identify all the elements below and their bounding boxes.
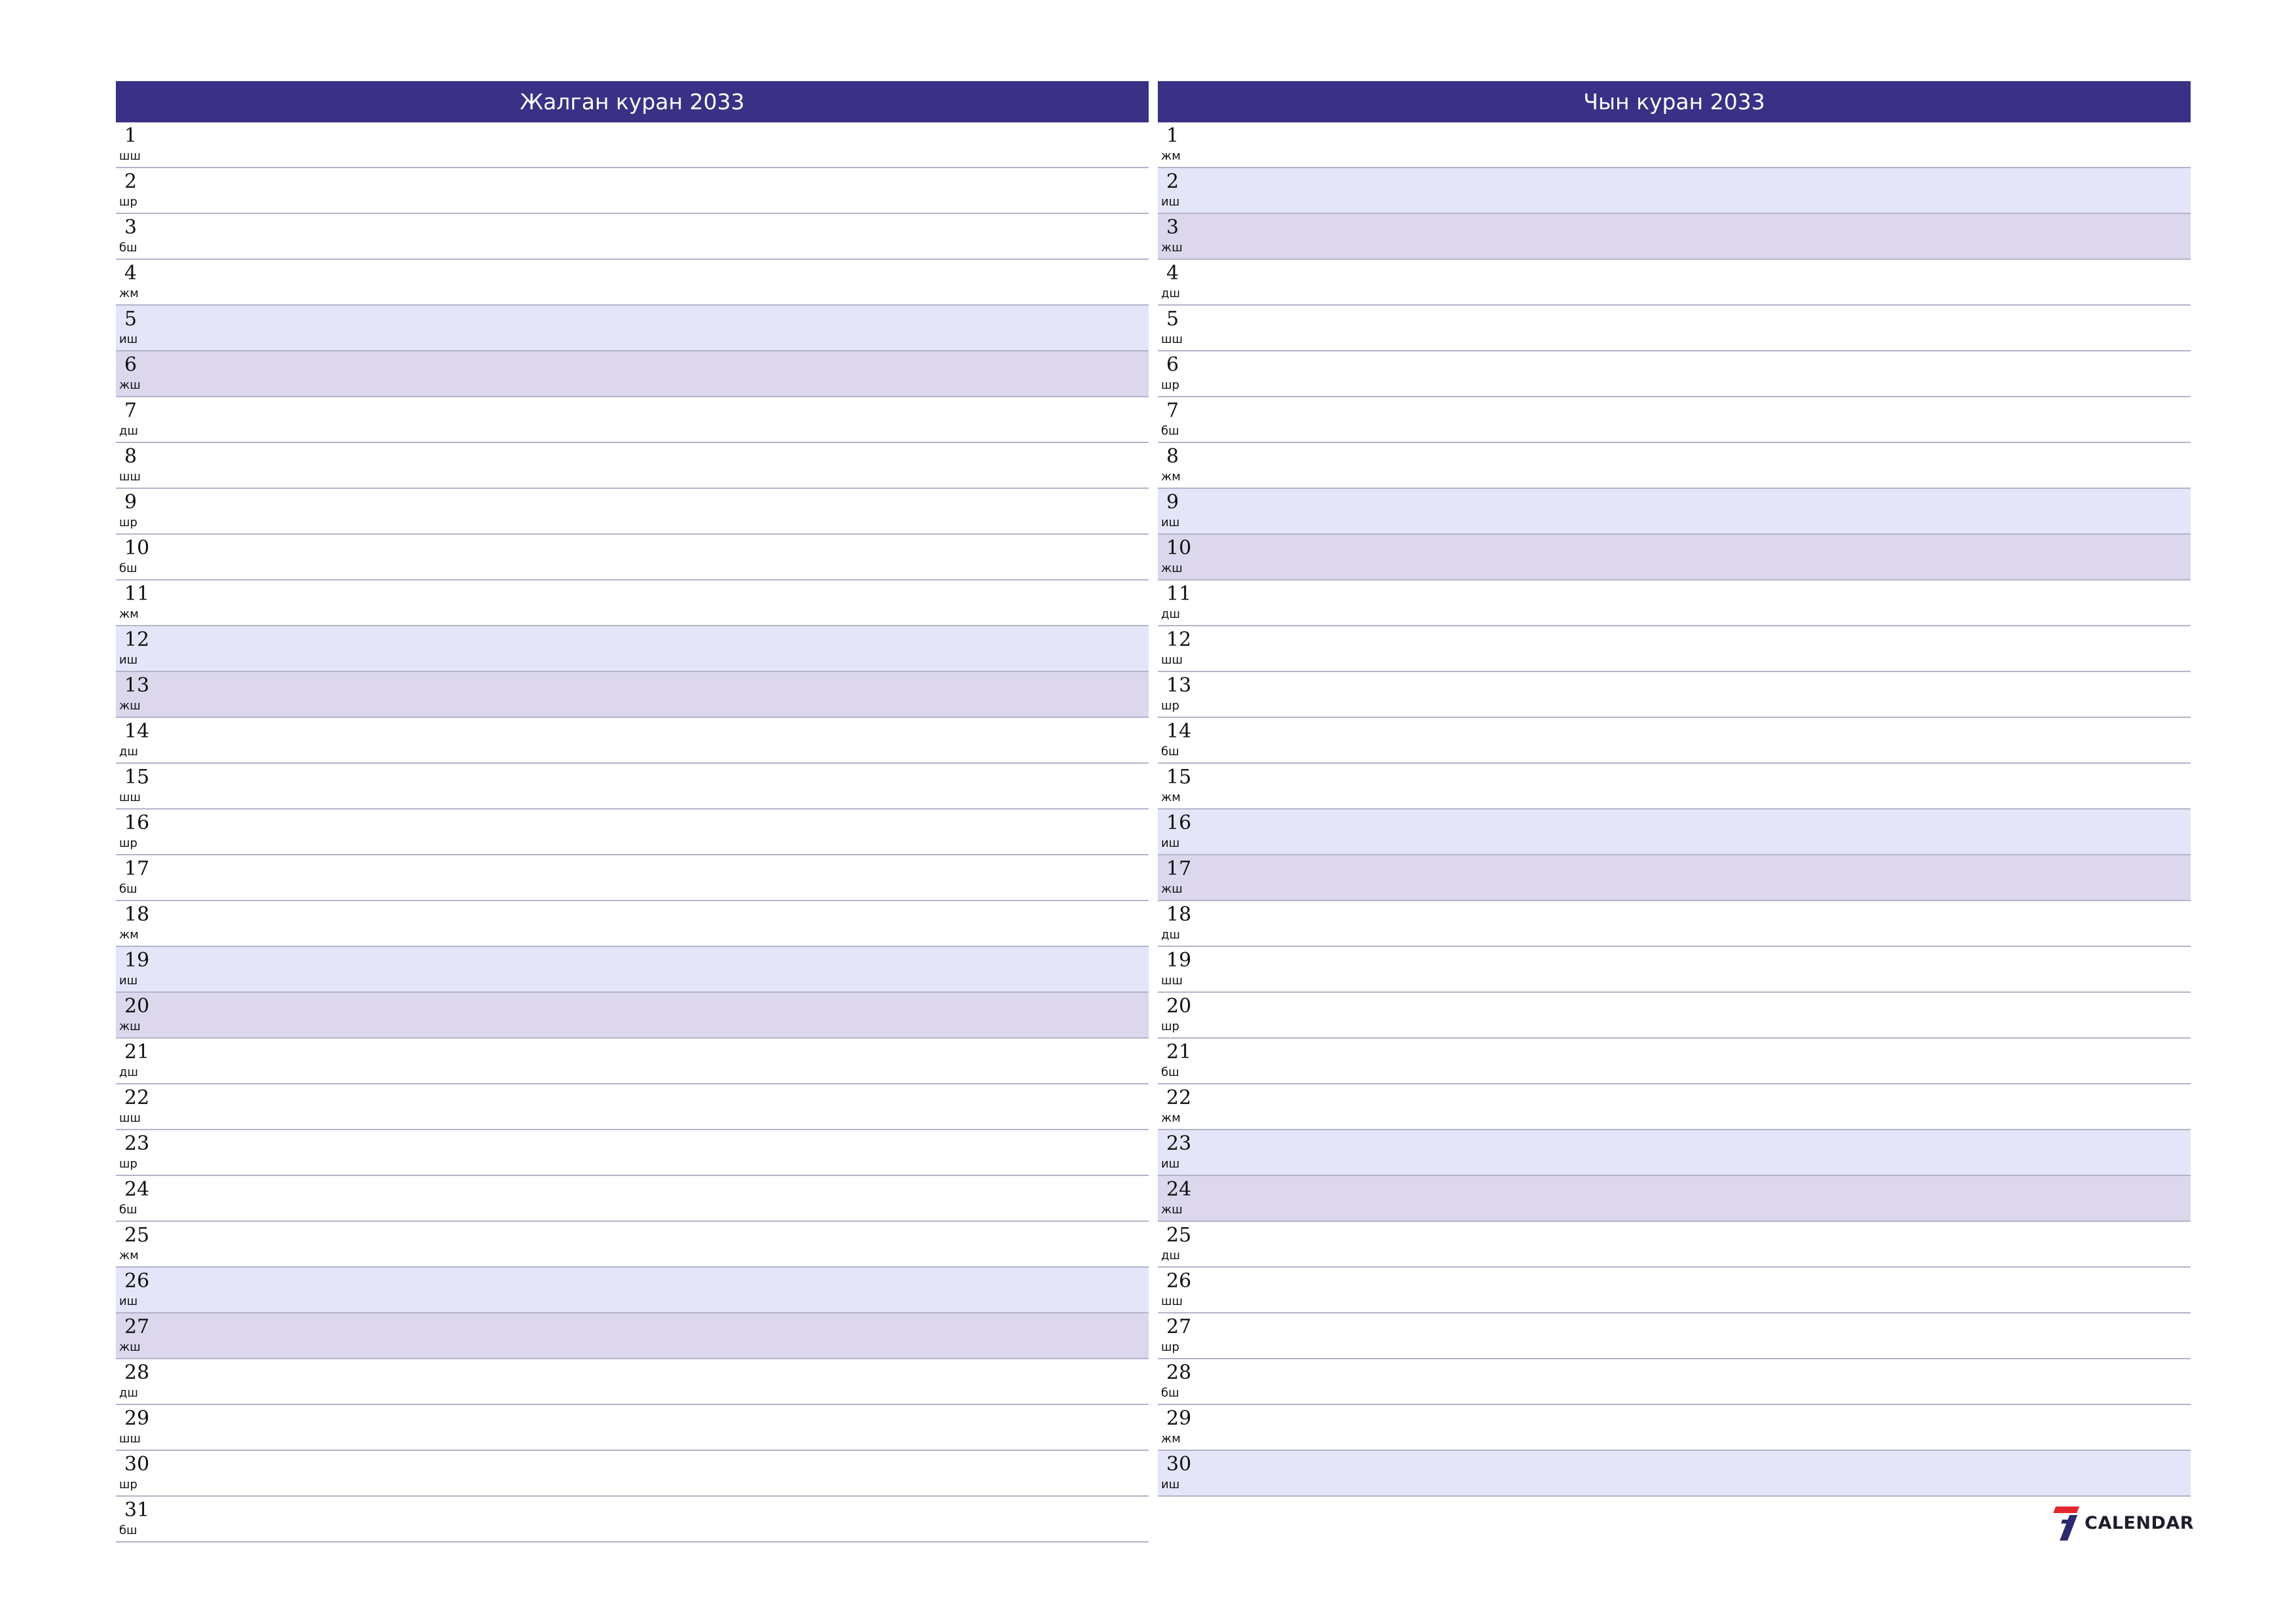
weekday-abbr: дш [1161, 928, 1180, 942]
weekday-abbr: иш [1161, 1478, 1180, 1491]
day-row [116, 1176, 1149, 1222]
weekday-abbr: дш [119, 745, 138, 758]
day-row [116, 626, 1149, 672]
weekday-abbr: иш [119, 653, 138, 667]
day-row [1158, 1268, 2191, 1313]
day-row [1158, 214, 2191, 260]
day-number: 27 [124, 1315, 150, 1338]
day-number: 27 [1166, 1315, 1192, 1338]
day-row [116, 1130, 1149, 1176]
day-row [116, 718, 1149, 764]
weekday-abbr: шш [119, 149, 141, 163]
day-number: 26 [124, 1270, 150, 1293]
weekday-abbr: бш [1161, 424, 1179, 438]
day-row [116, 580, 1149, 626]
day-number: 16 [1166, 812, 1192, 834]
day-number: 5 [124, 308, 137, 330]
day-number: 11 [1166, 582, 1192, 605]
day-number: 19 [1166, 949, 1192, 972]
weekday-abbr: бш [119, 562, 137, 575]
day-number: 9 [1166, 491, 1179, 514]
day-row [116, 947, 1149, 993]
weekday-abbr: бш [1161, 745, 1179, 758]
day-number: 30 [1166, 1453, 1192, 1476]
day-number: 9 [124, 491, 137, 514]
day-number: 8 [124, 445, 137, 468]
weekday-abbr: иш [1161, 836, 1180, 850]
day-row [116, 351, 1149, 397]
day-number: 19 [124, 949, 150, 972]
weekday-abbr: жм [1161, 1432, 1181, 1446]
day-row [1158, 672, 2191, 718]
day-row [116, 1405, 1149, 1451]
weekday-abbr: шр [119, 1157, 137, 1171]
day-number: 1 [124, 124, 137, 147]
day-number: 7 [1166, 399, 1179, 422]
day-row [1158, 1451, 2191, 1497]
day-row [1158, 993, 2191, 1039]
day-row [1158, 489, 2191, 535]
weekday-abbr: иш [1161, 516, 1180, 529]
day-number: 14 [124, 720, 150, 743]
day-row [116, 1497, 1149, 1543]
weekday-abbr: жм [1161, 1111, 1181, 1125]
day-number: 24 [1166, 1178, 1192, 1201]
day-row [1158, 535, 2191, 580]
weekday-abbr: шш [119, 791, 141, 804]
day-number: 3 [124, 216, 137, 239]
day-number: 28 [124, 1361, 150, 1384]
day-number: 20 [1166, 995, 1192, 1018]
weekday-abbr: иш [1161, 195, 1180, 209]
month-right [1158, 81, 2191, 1497]
day-number: 29 [124, 1407, 150, 1430]
weekday-abbr: иш [1161, 1157, 1180, 1171]
day-row [116, 1222, 1149, 1268]
weekday-abbr: шш [1161, 1294, 1183, 1308]
day-number: 14 [1166, 720, 1192, 743]
day-row [116, 214, 1149, 260]
weekday-abbr: шш [1161, 332, 1183, 346]
day-number: 13 [1166, 674, 1192, 697]
weekday-abbr: жм [119, 287, 139, 300]
day-row [1158, 1222, 2191, 1268]
day-number: 10 [1166, 537, 1192, 560]
day-number: 20 [124, 995, 150, 1018]
brand-logo [2052, 1505, 2195, 1542]
weekday-abbr: шр [119, 1478, 137, 1491]
day-row [1158, 443, 2191, 489]
weekday-abbr: жм [119, 607, 139, 621]
day-row [116, 397, 1149, 443]
weekday-abbr: шш [1161, 653, 1183, 667]
day-number: 7 [124, 399, 137, 422]
day-number: 24 [124, 1178, 150, 1201]
day-row [1158, 718, 2191, 764]
day-number: 31 [124, 1499, 150, 1522]
day-row [116, 168, 1149, 214]
seven-logo-icon [2052, 1505, 2081, 1542]
day-row [116, 672, 1149, 718]
weekday-abbr: жм [1161, 791, 1181, 804]
weekday-abbr: шр [119, 516, 137, 529]
weekday-abbr: жм [119, 928, 139, 942]
day-row [116, 489, 1149, 535]
day-row [1158, 764, 2191, 810]
day-row [116, 1359, 1149, 1405]
day-row [116, 1313, 1149, 1359]
day-row [1158, 1039, 2191, 1084]
day-row [1158, 351, 2191, 397]
weekday-abbr: жш [1161, 241, 1183, 255]
day-number: 6 [124, 353, 137, 376]
weekday-abbr: бш [119, 241, 137, 255]
day-number: 22 [1166, 1086, 1192, 1109]
weekday-abbr: шш [1161, 974, 1183, 988]
weekday-abbr: дш [119, 424, 138, 438]
day-number: 25 [124, 1224, 150, 1247]
day-number: 10 [124, 537, 150, 560]
day-number: 21 [1166, 1041, 1192, 1063]
weekday-abbr: жш [1161, 1203, 1183, 1217]
weekday-abbr: шр [119, 836, 137, 850]
weekday-abbr: жш [1161, 562, 1183, 575]
weekday-abbr: шш [119, 1432, 141, 1446]
day-row [116, 122, 1149, 168]
day-number: 23 [1166, 1132, 1192, 1155]
weekday-abbr: бш [1161, 1386, 1179, 1400]
weekday-abbr: шр [1161, 1340, 1179, 1354]
weekday-abbr: иш [119, 1294, 138, 1308]
day-row [116, 443, 1149, 489]
day-number: 21 [124, 1041, 150, 1063]
weekday-abbr: жм [119, 1249, 139, 1262]
day-number: 15 [124, 766, 150, 789]
weekday-abbr: жм [1161, 470, 1181, 484]
weekday-abbr: жм [1161, 149, 1181, 163]
weekday-abbr: жш [119, 1020, 141, 1033]
day-row [1158, 1130, 2191, 1176]
weekday-abbr: дш [119, 1065, 138, 1079]
day-number: 18 [124, 903, 150, 926]
day-row [1158, 168, 2191, 214]
weekday-abbr: дш [119, 1386, 138, 1400]
day-number: 28 [1166, 1361, 1192, 1384]
weekday-abbr: жш [119, 1340, 141, 1354]
day-row [116, 306, 1149, 351]
month-title: Чын куран 2033 [1158, 81, 2191, 122]
day-number: 17 [124, 857, 150, 880]
weekday-abbr: иш [119, 974, 138, 988]
weekday-abbr: шр [1161, 1020, 1179, 1033]
day-row [1158, 580, 2191, 626]
day-number: 5 [1166, 308, 1179, 330]
day-row [1158, 810, 2191, 855]
weekday-abbr: дш [1161, 287, 1180, 300]
weekday-abbr: бш [119, 1524, 137, 1537]
weekday-abbr: жш [1161, 882, 1183, 896]
weekday-abbr: иш [119, 332, 138, 346]
day-list [1158, 122, 2191, 1497]
weekday-abbr: бш [1161, 1065, 1179, 1079]
day-list [116, 122, 1149, 1543]
day-number: 16 [124, 812, 150, 834]
day-number: 12 [124, 628, 150, 651]
day-row [1158, 1405, 2191, 1451]
day-number: 11 [124, 582, 150, 605]
day-number: 4 [124, 262, 137, 285]
brand-name: CALENDAR [2085, 1513, 2195, 1533]
day-number: 22 [124, 1086, 150, 1109]
weekday-abbr: шш [119, 1111, 141, 1125]
day-row [116, 855, 1149, 901]
day-row [116, 764, 1149, 810]
day-row [116, 901, 1149, 947]
day-row [1158, 626, 2191, 672]
weekday-abbr: шш [119, 470, 141, 484]
day-row [116, 260, 1149, 306]
day-number: 17 [1166, 857, 1192, 880]
day-number: 2 [1166, 170, 1179, 193]
day-row [116, 1268, 1149, 1313]
day-row [116, 535, 1149, 580]
day-row [116, 810, 1149, 855]
day-row [1158, 1176, 2191, 1222]
weekday-abbr: шр [1161, 699, 1179, 713]
day-number: 25 [1166, 1224, 1192, 1247]
month-title: Жалган куран 2033 [116, 81, 1149, 122]
day-number: 26 [1166, 1270, 1192, 1293]
day-row [1158, 855, 2191, 901]
day-number: 8 [1166, 445, 1179, 468]
day-row [1158, 260, 2191, 306]
day-row [1158, 947, 2191, 993]
day-row [116, 1084, 1149, 1130]
day-number: 23 [124, 1132, 150, 1155]
day-row [1158, 1359, 2191, 1405]
weekday-abbr: дш [1161, 607, 1180, 621]
day-number: 4 [1166, 262, 1179, 285]
day-number: 3 [1166, 216, 1179, 239]
day-number: 12 [1166, 628, 1192, 651]
day-number: 13 [124, 674, 150, 697]
day-number: 29 [1166, 1407, 1192, 1430]
weekday-abbr: бш [119, 882, 137, 896]
day-row [1158, 1313, 2191, 1359]
day-row [116, 1039, 1149, 1084]
day-row [116, 993, 1149, 1039]
day-row [1158, 306, 2191, 351]
day-row [1158, 122, 2191, 168]
weekday-abbr: шр [119, 195, 137, 209]
weekday-abbr: шр [1161, 378, 1179, 392]
day-number: 15 [1166, 766, 1192, 789]
day-number: 18 [1166, 903, 1192, 926]
weekday-abbr: дш [1161, 1249, 1180, 1262]
day-number: 1 [1166, 124, 1179, 147]
weekday-abbr: жш [119, 699, 141, 713]
weekday-abbr: жш [119, 378, 141, 392]
day-row [116, 1451, 1149, 1497]
day-number: 2 [124, 170, 137, 193]
month-left [116, 81, 1149, 1543]
day-number: 6 [1166, 353, 1179, 376]
day-row [1158, 901, 2191, 947]
day-row [1158, 1084, 2191, 1130]
day-number: 30 [124, 1453, 150, 1476]
day-row [1158, 397, 2191, 443]
weekday-abbr: бш [119, 1203, 137, 1217]
